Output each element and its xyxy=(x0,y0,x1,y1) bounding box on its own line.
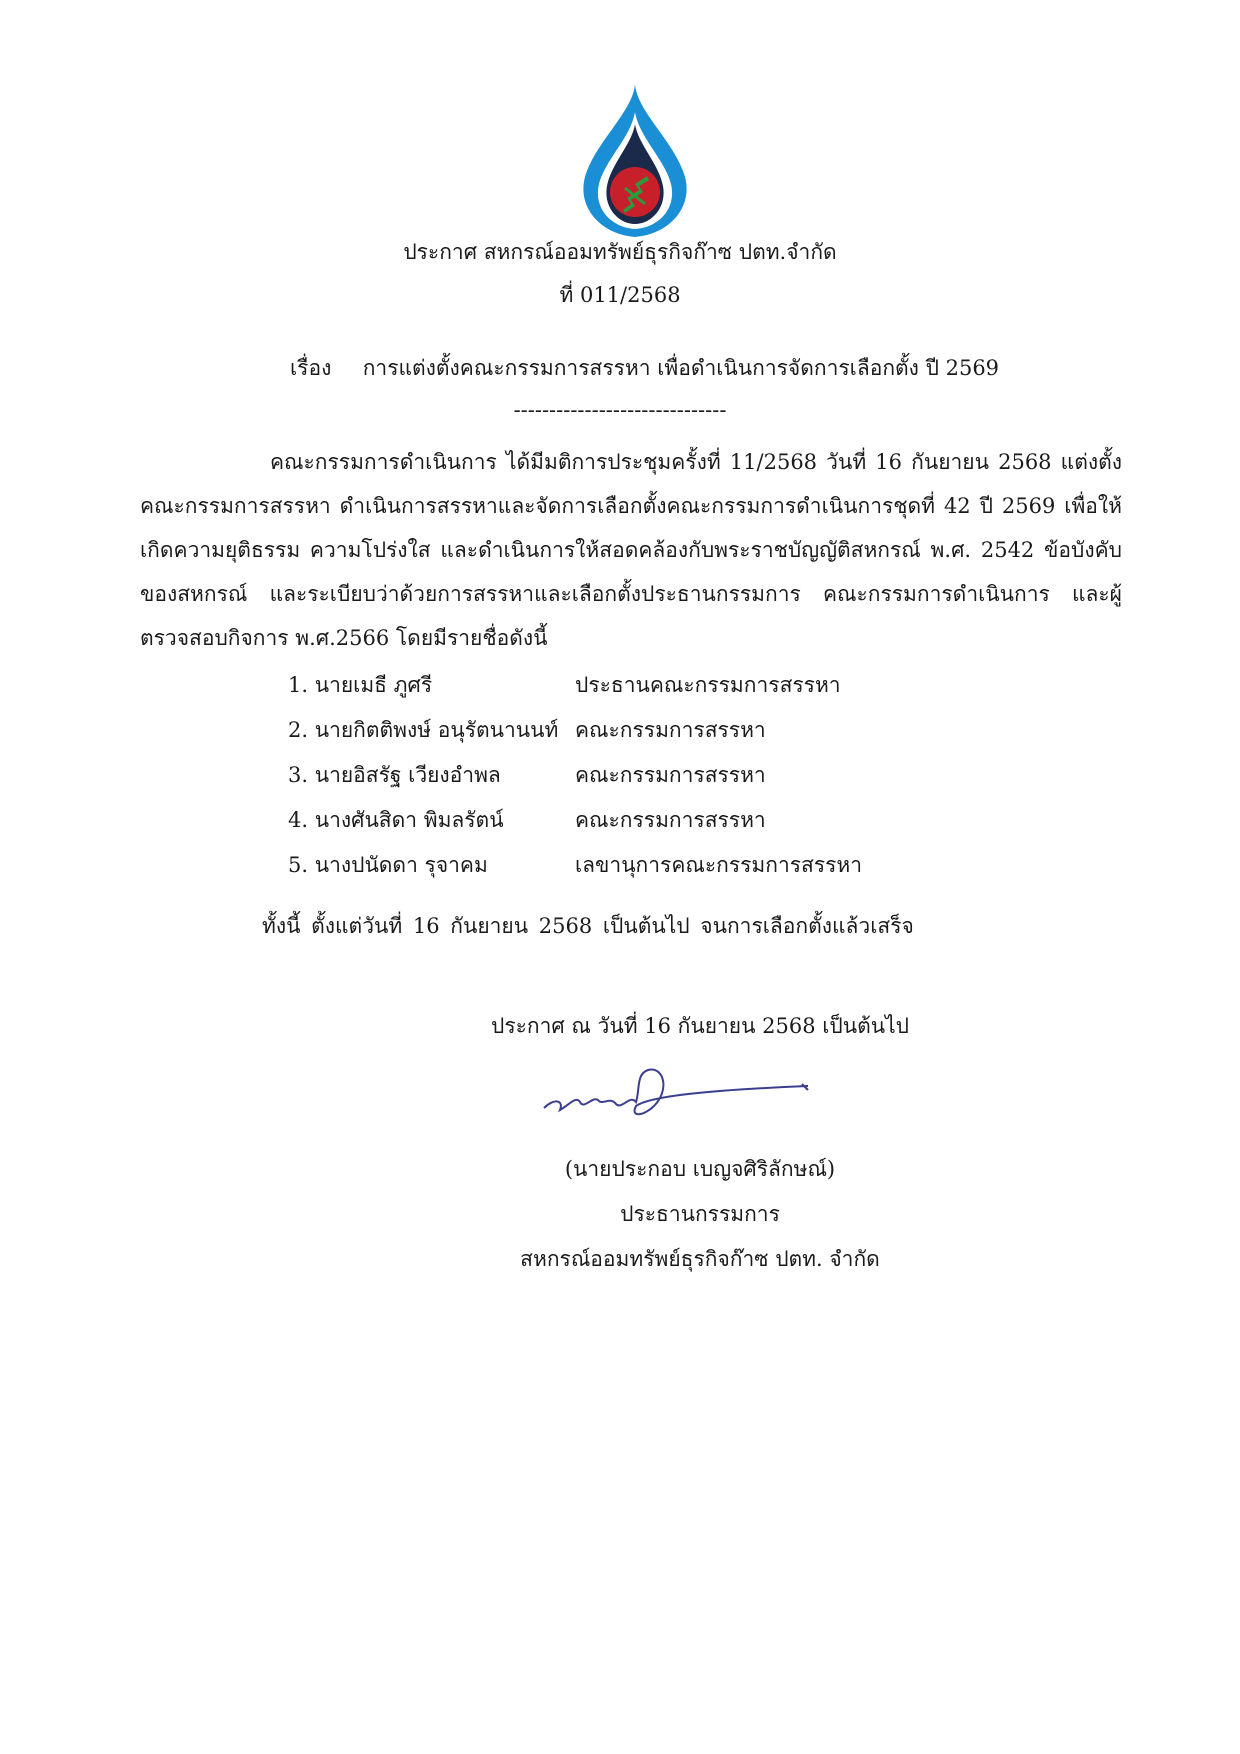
ptt-droplet-logo-icon xyxy=(575,82,695,242)
subject-line xyxy=(290,352,999,385)
member-row xyxy=(288,843,862,888)
member-role: ประธานคณะกรรมการสรรหา xyxy=(575,673,841,697)
divider: ------------------------------ xyxy=(513,398,727,422)
member-row xyxy=(288,663,862,708)
effective-date-line: ทั้งนี้ ตั้งแต่วันที่ 16 กันยายน 2568 เป็นต้นไป จนการเลือกตั้งแล้วเสร็จ xyxy=(262,914,914,938)
subject-text: การแต่งตั้งคณะกรรมการสรรหา เพื่อดำเนินการจัดการเลือกตั้ง ปี 2569 xyxy=(362,356,1000,380)
member-list xyxy=(288,663,862,888)
body-paragraph: คณะกรรมการดำเนินการ ได้มีมติการประชุมครั้งที่ 11/2568 วันที่ 16 กันยายน 2568 แต่งตั้งคณะกรรมการสรรหา ดำเนินการสรรหาและจัดการเลือกตั้งคณะกรรมการดำเนินการชุดที่ 42 ปี 2569 เพื่อให้เกิดความยุติธรรม ความโปร่งใส และดำเนินการให้สอดคล้องกับพระราชบัญญัติสหกรณ์ พ.ศ. 2542 ข้อบังคับของสหกรณ์ และระเบียบว่าด้วยการสรรหาและเลือกตั้งประธานกรรมการ คณะกรรมการดำเนินการ และผู้ตรวจสอบกิจการ พ.ศ.2566 โดยมีรายชื่อดังนี้ xyxy=(140,450,1122,650)
member-role: คณะกรรมการสรรหา xyxy=(575,763,766,787)
member-name: 4. นางศันสิดา พิมลรัตน์ xyxy=(288,808,504,832)
member-name: 3. นายอิสรัฐ เวียงอำพล xyxy=(288,763,501,787)
member-role: เลขานุการคณะกรรมการสรรหา xyxy=(575,853,863,877)
signer-title: ประธานกรรมการ xyxy=(620,1202,780,1226)
member-row xyxy=(288,708,862,753)
announce-date: ประกาศ ณ วันที่ 16 กันยายน 2568 เป็นต้นไป xyxy=(491,1014,909,1038)
signer-organization: สหกรณ์ออมทรัพย์ธุรกิจก๊าซ ปตท. จำกัด xyxy=(520,1247,880,1271)
member-name: 1. นายเมธี ภูศรี xyxy=(288,673,433,697)
announcement-title: ประกาศ สหกรณ์ออมทรัพย์ธุรกิจก๊าซ ปตท.จำกัด xyxy=(403,240,837,264)
subject-label: เรื่อง xyxy=(290,356,332,380)
member-row xyxy=(288,753,862,798)
signer-name: (นายประกอบ เบญจศิริลักษณ์) xyxy=(564,1157,836,1181)
announcement-number: ที่ 011/2568 xyxy=(559,283,681,307)
member-role: คณะกรรมการสรรหา xyxy=(575,808,766,832)
member-name: 5. นางปนัดดา รุจาคม xyxy=(288,853,488,877)
member-role: คณะกรรมการสรรหา xyxy=(575,718,766,742)
member-row xyxy=(288,798,862,843)
member-name: 2. นายกิตติพงษ์ อนุรัตนานนท์ xyxy=(288,718,559,742)
signature-icon xyxy=(540,1060,820,1130)
